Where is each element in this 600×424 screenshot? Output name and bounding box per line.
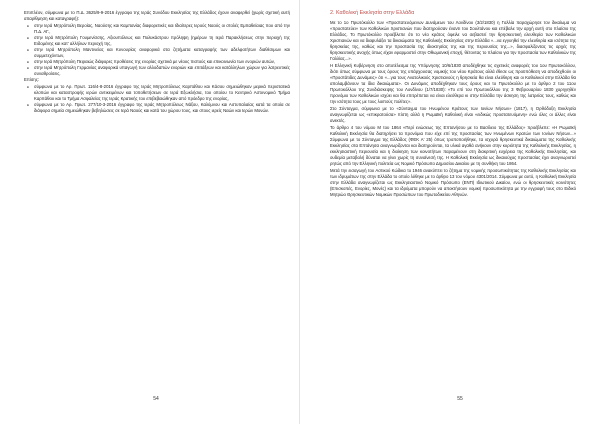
right-page	[300, 0, 600, 424]
list-item: ● στην Ιερά Μητρόπολη Γερμανίας αναφορικά υπαγωγή των αλλοδαπών ενοριών και επιτάξεων και κατάλληλων χώρων για λατρευτικές συναθροίσεις.	[34, 65, 290, 77]
paragraph: Στο Σύνταγμα, σύμφωνα με το «Σύνταγμα του Ηνωμένου Κράτους των Ιονίων Νήσων» (1817), η Ορθόδοξη Εκκλησία αναγνωρίζεται ως «επικρατούσα» πίστη αλλά η Ρωμαϊκή Καθολική είναι «ειδικώς προστατευόμενη» ενώ όλες οι άλλες είναι ανεκτές.	[330, 105, 576, 123]
intro-paragraph: Επιπλέον, σύμφωνα με το Π.Δ. 3625/9-9-2016 έγγραφο της Ιεράς Συνόδου Εκκλησίας της Ελλάδος έχουν αναφερθεί (χωρίς σχετική αυτή απαρίθμηση και καταγραφή):	[24, 10, 290, 21]
list-item: ● στην Ιερά Μητρόπολη Μαντινείας και Κυνουρίας αναφορικά στα ζητήματα καταγραφής των αδελφοτήτων διαθέσιμων και συμμετεχόντων,	[34, 47, 290, 59]
bullet-list-dioceses	[24, 23, 290, 77]
page-number-right: 55	[457, 396, 463, 402]
list-item: ● σύμφωνα με το Αρ. Πρωτ. 116/4-8-2016 έγγραφο της Ιεράς Μητροπόλεως Καρπάθου και Κάσου σημειώθηκαν μερικά περιστατικά κλοπών και καταστροφής ιερών αντικειμένων και τοποθετήσεων σε Ιερά Εξωκλήσια, του οποίου το Κεντρικό Αστυνομικό Τμήμα Καρπάθου και το Τμήμα Ασφαλείας της Ιεράς Κρατικής του επιβεβαιώθηκαν από πρόεδρο της ενορίας,	[34, 84, 290, 102]
list-item: ● στην Ιερά Μητρόπολη Γουμενίσσης, Αξιουπόλεως και Πολυκάστρου πρόληψη (ημέρων τη Ιερά Παρακλήσεως στην περιοχή της Ειδομένης και κατ' αλλήλων περιοχή της,	[34, 35, 290, 47]
also-label: Επίσης:	[24, 77, 40, 83]
paragraph: Η Ελληνική Κυβέρνηση στο αποτέλεσμα της Υπόμνησης 10/6/1830 αποδέχθηκε τις σχετικές αναφορές του 1ου Πρωτοκόλλου, διότι όπως σύμφωνα με τους όρους της υπάρχουσας νομικής του νέου Κράτους αλλά έθεσε ως προϋπόθεση να αποδεχθούν οι «Προστάτιδες Δυνάμεις» ότι «...για τους Ανατολικούς Χριστιανούς η θρησκεία θα είναι ελεύθερη και οι Καθολικοί στην Ελλάδα θα απολαμβάνουν τα ίδια δικαιώματα». Οι Δυνάμεις αποδέχθηκαν τους όρους και το Πρωτόκολλο με το άρθρο 2 του 11ου Πρωτοκόλλου της Συνδιάσκεψης του Λονδίνου (1/7/1830): «Το επί του Πρωτοκόλλου της 3 Φεβρουαρίου 1830 χορηγηθέν προνόμιο των Καθολικών ισχύει και θα επιτρέπεται να είναι ελεύθερα κι στην Ελλάδα την άσκηση της λατρείας τους, καθώς και την ισότητα τους με τους λοιπούς πολίτες».	[330, 62, 576, 104]
left-page-content	[24, 10, 290, 114]
list-item: ● στην Ιερά Μητρόπολη Πειραιώς διάφορες προθέσεις της ενορίας σχετικά με νέους πιστούς και επικοινωνία των ενοριών αυτών,	[34, 59, 290, 65]
paragraph: Το άρθρο 4 του νόμου Μ του 1864 «Περί ενώσεως της Επτανήσου με το Βασίλειο της Ελλάδος» προέβλεπε: «Η Ρωμαϊκή Καθολική Εκκλησία θα διατηρήσει τα προνόμια που είχε επί της προστασίας των Ηνωμένων Κρατών των Ιονίων Νήσων...» Σύμφωνα με το Σύνταγμα της Ελλάδος (ΦΕΚ Α' 25) όπως τροποποιήθηκε, τα ισχυρά θρησκευτικά δικαιώματα της Καθολικής Εκκλησίας στα Επτάνησα αναγνωρίζονται και διατηρούνται, τα υλικά αγαθά ανήκουν στην κυριότητα της Καθολικής Εκκλησίας, η εκκλησιαστική περιουσία και η διοίκηση των κοινοτήτων παραμένουν στη διακριτική ευχέρεια της Καθολικής Εκκλησίας, και ουδεμία μεταβολή δύναται να γίνει χωρίς τη συναίνεσή της. Η Καθολική Εκκλησία ως δικαιούχος προστασίας έχει αναγνωριστεί ρητώς από την Ελληνική πολιτεία ως Νομικό Πρόσωπο Δημοσίου Δικαίου με τη συνθήκη του 1864.	[330, 125, 576, 167]
page-number-left: 54	[153, 396, 159, 402]
list-item: ● στην Ιερά Μητρόπολη Βεροίας, Ναούσης και Καμπανίας διαφορετικές και Ιδιαίτερες Ιερούς Ναούς οι στολές Εμπαθείαιας που από την Π.Δ. ΑΓ.,	[34, 23, 290, 35]
paragraph: Με το 1ο Πρωτόκολλο των «Προστατευόμενων Δυνάμεων του Λονδίνου (3/2/1830) η Γαλλία παραχώρησε τον δικαίωμα να «προστατεύει» των Καθολικών Χριστιανών που διατηρούσαν έναντι του Σουλτάνου και επέβαλε την αρχή αυτή στο πλαίσιο της Ελλάδος. Το Πρωτόκολλο προέβλεπε ότι το νέο κράτος όφειλε να σεβαστεί την θρησκευτική ελευθερία των Καθολικών Χριστιανών και να διαφυλάξει τα δικαιώματα της Καθολικής Εκκλησίας στην Ελλάδα «...να εγγυηθεί την ελευθερία και ισότητα της θρησκείας της, καθώς και την προστασία της ιδιοκτησίας της και της περιουσίας της...», διασφαλίζοντας τις αρχές της θρησκευτικής ανοχής όπως είχαν εφαρμοστεί στην Οθωμανική εποχή, θέτοντας το πλαίσιο για την προστασία των Καθολικών της Γαλλίας...».	[330, 19, 576, 61]
right-page-content	[330, 10, 576, 199]
list-item: ● σύμφωνα με το Αρ. Πρωτ. 277/10-3-2016 έγγραφο της Ιεράς Μητροπόλεως Νάξου, Καλύμνου και Αστυπαλαίας κατά τα οποία σε διάφορα σημεία σημειώθηκαν βεβηλώσεις σε Ιερά Ναούς και κατά του χώρου τους, και στους ιερείς Ναών και Ιερών Μονών.	[34, 102, 290, 114]
section-heading: 2. Καθολική Εκκλησία στην Ελλάδα	[330, 10, 415, 16]
bullet-list-documents	[24, 84, 290, 114]
paragraph: Μετά την εισαγωγή του Αστικού Κώδικα το 1946 ανακύπτει το ζήτημα της νομικής προσωπικότητας της Καθολικής Εκκλησίας και των ιδρυμάτων της στην Ελλάδα το οποίο λύθηκε με το άρθρο 13 του νόμου 4301/2014. Σύμφωνα με αυτό, η Καθολική Εκκλησία στην Ελλάδα αναγνωρίζεται ως Εκκλησιαστικό Νομικό Πρόσωπο (ΕΝΠ) Ιδιωτικού Δικαίου, ενώ οι θρησκευτικές κοινότητες (Επισκοπές, Ενορίες, Μονές) και τα ιδρύματα μπορούν να αποκτήσουν νομική προσωπικότητα με την εγγραφή τους στο Ειδικό Μητρώο Θρησκευτικών Νομικών Προσώπων του Πρωτοδικείου Αθηνών.	[330, 168, 576, 198]
